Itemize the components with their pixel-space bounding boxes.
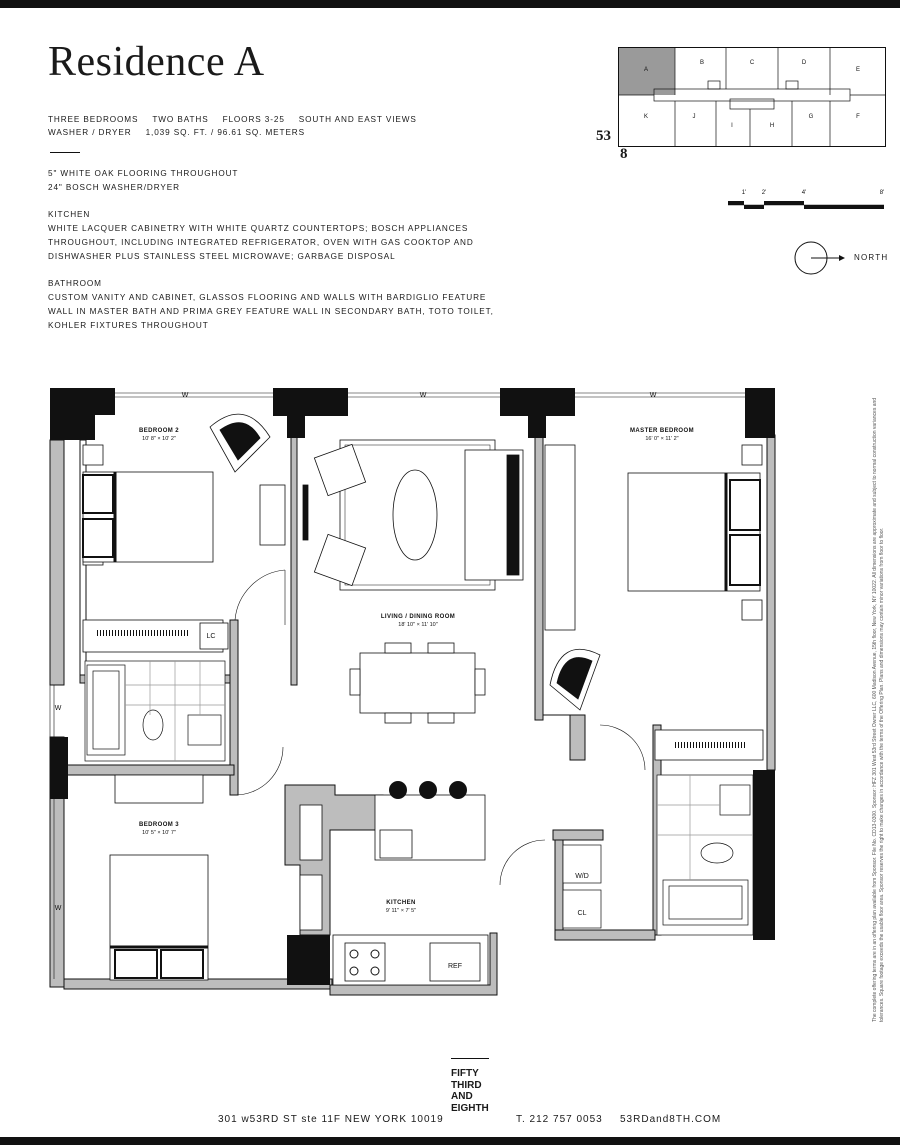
- desk-bedroom3: [115, 775, 203, 803]
- room-dims-bedroom3: 10' 5" × 10' 7": [142, 830, 176, 836]
- vanity-master: [720, 785, 750, 815]
- legal-disclaimer: [872, 390, 888, 1022]
- wall-master-closet: [543, 715, 585, 760]
- bathroom-line-2: WALL IN MASTER BATH AND PRIMA GREY FEATURE WALL IN SECONDARY BATH, TOTO TOILET,: [48, 307, 494, 316]
- north-arrow-icon: [793, 240, 853, 276]
- bathroom-heading: BATHROOM: [48, 279, 102, 288]
- feature-flooring: 5" WHITE OAK FLOORING THROUGHOUT: [48, 169, 239, 178]
- top-border-bar: [0, 0, 900, 8]
- column-left-mid: [50, 737, 68, 799]
- column-top-middle: [273, 388, 348, 416]
- spec-views: SOUTH AND EAST VIEWS: [298, 115, 417, 124]
- label-cl: CL: [577, 910, 587, 917]
- window-marker-left-lower: W: [54, 905, 62, 912]
- window-marker-master: W: [649, 392, 657, 399]
- footer-website[interactable]: 53RDand8TH.COM: [620, 1114, 722, 1125]
- vanity-bath2: [188, 715, 221, 745]
- key-unit-i: I: [731, 123, 733, 129]
- column-top-right-leg: [528, 416, 546, 438]
- window-marker-bedroom2: W: [181, 392, 189, 399]
- window-marker-living: W: [419, 392, 427, 399]
- logo-line-3: AND: [451, 1091, 473, 1102]
- scale-label-2: 2': [761, 190, 767, 196]
- toilet-bath2: [143, 710, 163, 740]
- column-right-bath: [753, 770, 775, 940]
- column-bottom-kitchen: [287, 935, 330, 985]
- label-lc: LC: [206, 633, 216, 640]
- spec-area: 1,039 SQ. FT. / 96.61 SQ. METERS: [145, 128, 305, 137]
- key-unit-k: K: [643, 114, 649, 120]
- logo-line-2: THIRD: [451, 1079, 482, 1091]
- key-unit-g: G: [808, 114, 814, 120]
- logo-rule: [451, 1058, 489, 1059]
- room-dims-living: 18' 10" × 11' 10": [398, 622, 438, 628]
- bar-stool-3: [449, 781, 467, 799]
- spec-line-2: [48, 126, 319, 140]
- window-marker-left-upper: W: [54, 705, 62, 712]
- room-dims-kitchen: 9' 11" × 7' 5": [385, 908, 417, 914]
- scale-label-1: 1': [741, 190, 747, 196]
- spec-washer-dryer: WASHER / DRYER: [48, 128, 132, 137]
- wall-living-master: [535, 435, 543, 720]
- wall-wd-left: [555, 840, 563, 940]
- refrigerator: [430, 943, 480, 981]
- spec-baths: TWO BATHS: [152, 115, 209, 124]
- room-label-bedroom2: BEDROOM 2: [139, 428, 179, 434]
- label-ref: REF: [448, 963, 462, 970]
- key-plan-street-number: 53: [596, 128, 611, 144]
- bottom-border-bar: [0, 1137, 900, 1145]
- wall-right-master: [767, 435, 775, 770]
- kitchen-line-1: WHITE LACQUER CABINETRY WITH WHITE QUARTZ COUNTERTOPS; BOSCH APPLIANCES: [48, 224, 469, 233]
- legal-disclaimer-text: The complete offering terms are in an offering plan available from Sponsor. File No. CD13-0300. Sponsor: HFZ 301 West 53rd Street Owner LLC, 600 Madison Avenue, 15th floor, New York, NY 10022. All dimensions are approximate and subject to normal construction variances and tolerances. Square footage exceeds the usable floor area. Sponsor reserves the right to make changes in accordance with the terms of the Offering Plan. Plans and dimensions may contain minor variations from floor to floor.: [872, 397, 885, 1022]
- column-top-middle-leg: [287, 416, 305, 438]
- closet-cl: [563, 890, 601, 928]
- room-label-living: LIVING / DINING ROOM: [380, 614, 456, 620]
- wall-wd-bottom: [555, 930, 655, 940]
- key-unit-j: J: [692, 114, 696, 120]
- key-unit-h: H: [769, 123, 775, 129]
- bathroom-line-1: CUSTOM VANITY AND CABINET, GLASSOS FLOORING AND WALLS WITH BARDIGLIO FEATURE: [48, 293, 487, 302]
- feature-washer: 24" BOSCH WASHER/DRYER: [48, 183, 180, 192]
- footer-address: 301 w53RD ST ste 11F NEW YORK 10019: [218, 1114, 444, 1125]
- scale-label-8: 8': [879, 190, 885, 196]
- bar-stool-1: [389, 781, 407, 799]
- kitchen-heading: KITCHEN: [48, 210, 91, 219]
- floor-plan: [45, 385, 785, 1005]
- room-label-bedroom3: BEDROOM 3: [139, 822, 179, 828]
- key-unit-e: E: [855, 67, 861, 73]
- wall-wd-top: [553, 830, 603, 840]
- page-title: Residence A: [48, 39, 265, 85]
- bathroom-line-3: KOHLER FIXTURES THROUGHOUT: [48, 321, 209, 330]
- kitchen-line-2: THROUGHOUT, INCLUDING INTEGRATED REFRIGERATOR, OVEN WITH GAS COOKTOP AND: [48, 238, 474, 247]
- brand-logo: [451, 1068, 489, 1114]
- wall-left-upper: [50, 440, 64, 685]
- room-label-kitchen: KITCHEN: [386, 900, 416, 906]
- scale-bar: [728, 186, 888, 216]
- key-unit-d: D: [801, 60, 807, 66]
- cooktop: [345, 943, 385, 981]
- dresser-master: [545, 445, 575, 630]
- room-dims-master: 16' 0" × 11' 2": [645, 436, 679, 442]
- column-top-far-right: [745, 388, 775, 438]
- coffee-table: [393, 470, 437, 560]
- key-unit-c: C: [749, 60, 755, 66]
- spec-floors: FLOORS 3-25: [222, 115, 285, 124]
- kitchen-sink: [380, 830, 412, 858]
- room-dims-bedroom2: 10' 8" × 10' 2": [142, 436, 176, 442]
- spec-line-1: [48, 113, 431, 127]
- bar-stool-2: [419, 781, 437, 799]
- spec-divider: [50, 152, 80, 153]
- key-unit-a: A: [643, 67, 649, 73]
- label-wd: W/D: [575, 873, 589, 880]
- key-unit-f: F: [856, 114, 860, 120]
- logo-line-1: FIFTY: [451, 1068, 479, 1079]
- wall-bedroom3-top: [64, 765, 234, 775]
- scale-label-4: 4': [801, 190, 807, 196]
- kitchen-line-3: DISHWASHER PLUS STAINLESS STEEL MICROWAVE; GARBAGE DISPOSAL: [48, 252, 396, 261]
- dining-table: [360, 653, 475, 713]
- toilet-master: [701, 843, 733, 863]
- footer-phone: T. 212 757 0053: [516, 1114, 603, 1125]
- key-plan-avenue-number: 8: [620, 146, 628, 162]
- column-top-left-ext: [95, 388, 115, 415]
- desk-bedroom2: [260, 485, 285, 545]
- column-top-right: [500, 388, 575, 416]
- north-label: NORTH: [854, 253, 889, 262]
- nightstand-b2: [83, 445, 103, 465]
- column-top-left: [50, 388, 95, 440]
- key-plan: [618, 47, 886, 147]
- logo-line-4: EIGHTH: [451, 1102, 489, 1114]
- spec-bedrooms: THREE BEDROOMS: [48, 115, 139, 124]
- room-label-master: MASTER BEDROOM: [630, 428, 694, 434]
- wall-bedroom2-living: [291, 435, 297, 685]
- key-unit-b: B: [699, 60, 705, 66]
